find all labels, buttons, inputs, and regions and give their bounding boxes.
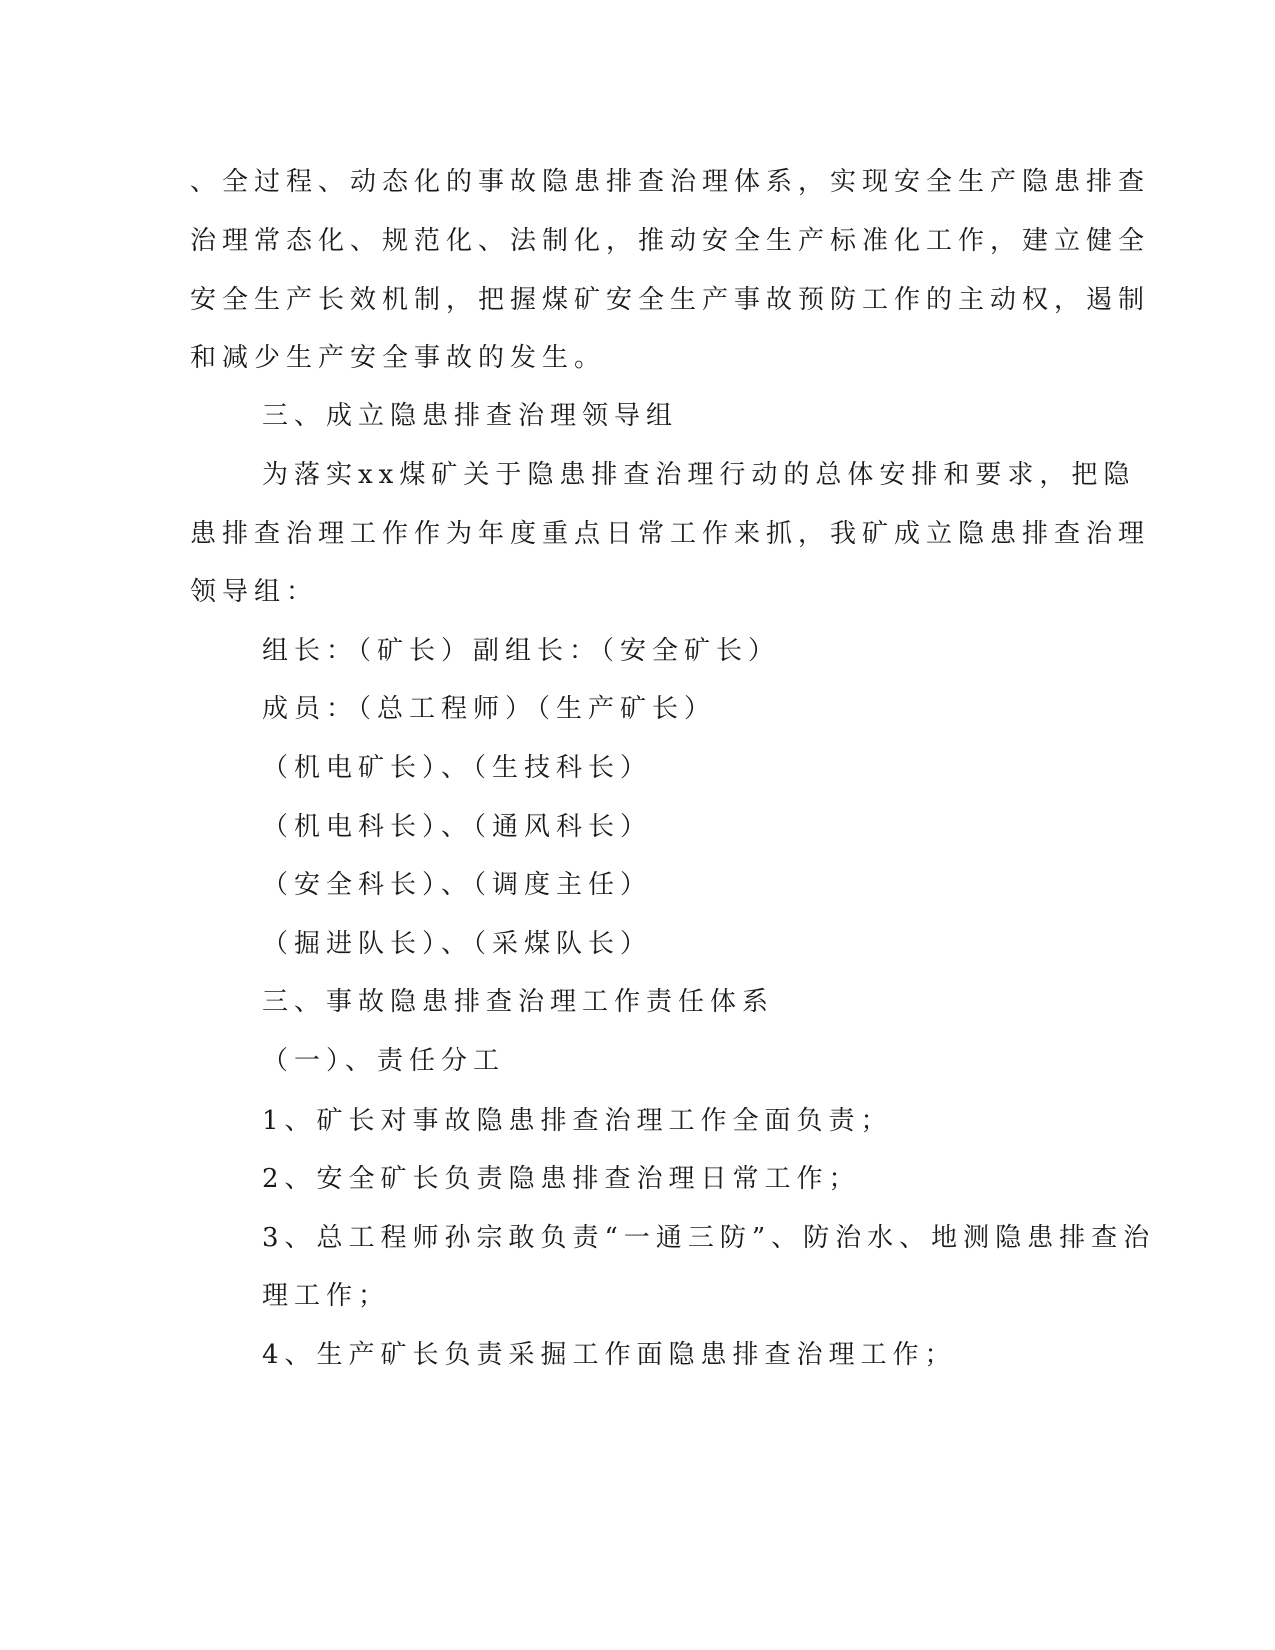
paragraph-line: 领导组：: [190, 577, 319, 607]
list-item-continuation: 理工作；: [262, 1281, 391, 1311]
paragraph-line: 、全过程、动态化的事故隐患排查治理体系，实现安全生产隐患排查: [190, 167, 1151, 197]
member-line: 组长：（矿长）副组长：（安全矿长）: [262, 636, 781, 666]
member-line: 成员：（总工程师）（生产矿长）: [262, 694, 717, 724]
member-line: （掘进队长）、（采煤队长）: [262, 929, 653, 959]
section-heading: 三、成立隐患排查治理领导组: [262, 401, 679, 431]
list-item: 2、安全矿长负责隐患排查治理日常工作；: [262, 1164, 861, 1194]
paragraph-line: 安全生产长效机制，把握煤矿安全生产事故预防工作的主动权，遏制: [190, 285, 1151, 315]
paragraph-line: 患排查治理工作作为年度重点日常工作来抓，我矿成立隐患排查治理: [190, 519, 1151, 549]
member-line: （机电矿长）、（生技科长）: [262, 753, 653, 783]
paragraph-line: 和减少生产安全事故的发生。: [190, 343, 607, 373]
paragraph-line: 治理常态化、规范化、法制化，推动安全生产标准化工作，建立健全: [190, 226, 1151, 256]
list-item: 1、矿长对事故隐患排查治理工作全面负责；: [262, 1106, 893, 1136]
member-line: （安全科长）、（调度主任）: [262, 870, 653, 900]
list-item: 4、生产矿长负责采掘工作面隐患排查治理工作；: [262, 1340, 957, 1370]
subsection-heading: （一）、责任分工: [262, 1046, 506, 1076]
list-item: 3、总工程师孙宗敢负责“一通三防”、防治水、地测隐患排查治: [262, 1223, 1156, 1253]
member-line: （机电科长）、（通风科长）: [262, 812, 653, 842]
section-heading: 三、事故隐患排查治理工作责任体系: [262, 987, 775, 1017]
paragraph-line: 为落实xx煤矿关于隐患排查治理行动的总体安排和要求，把隐: [262, 460, 1136, 490]
